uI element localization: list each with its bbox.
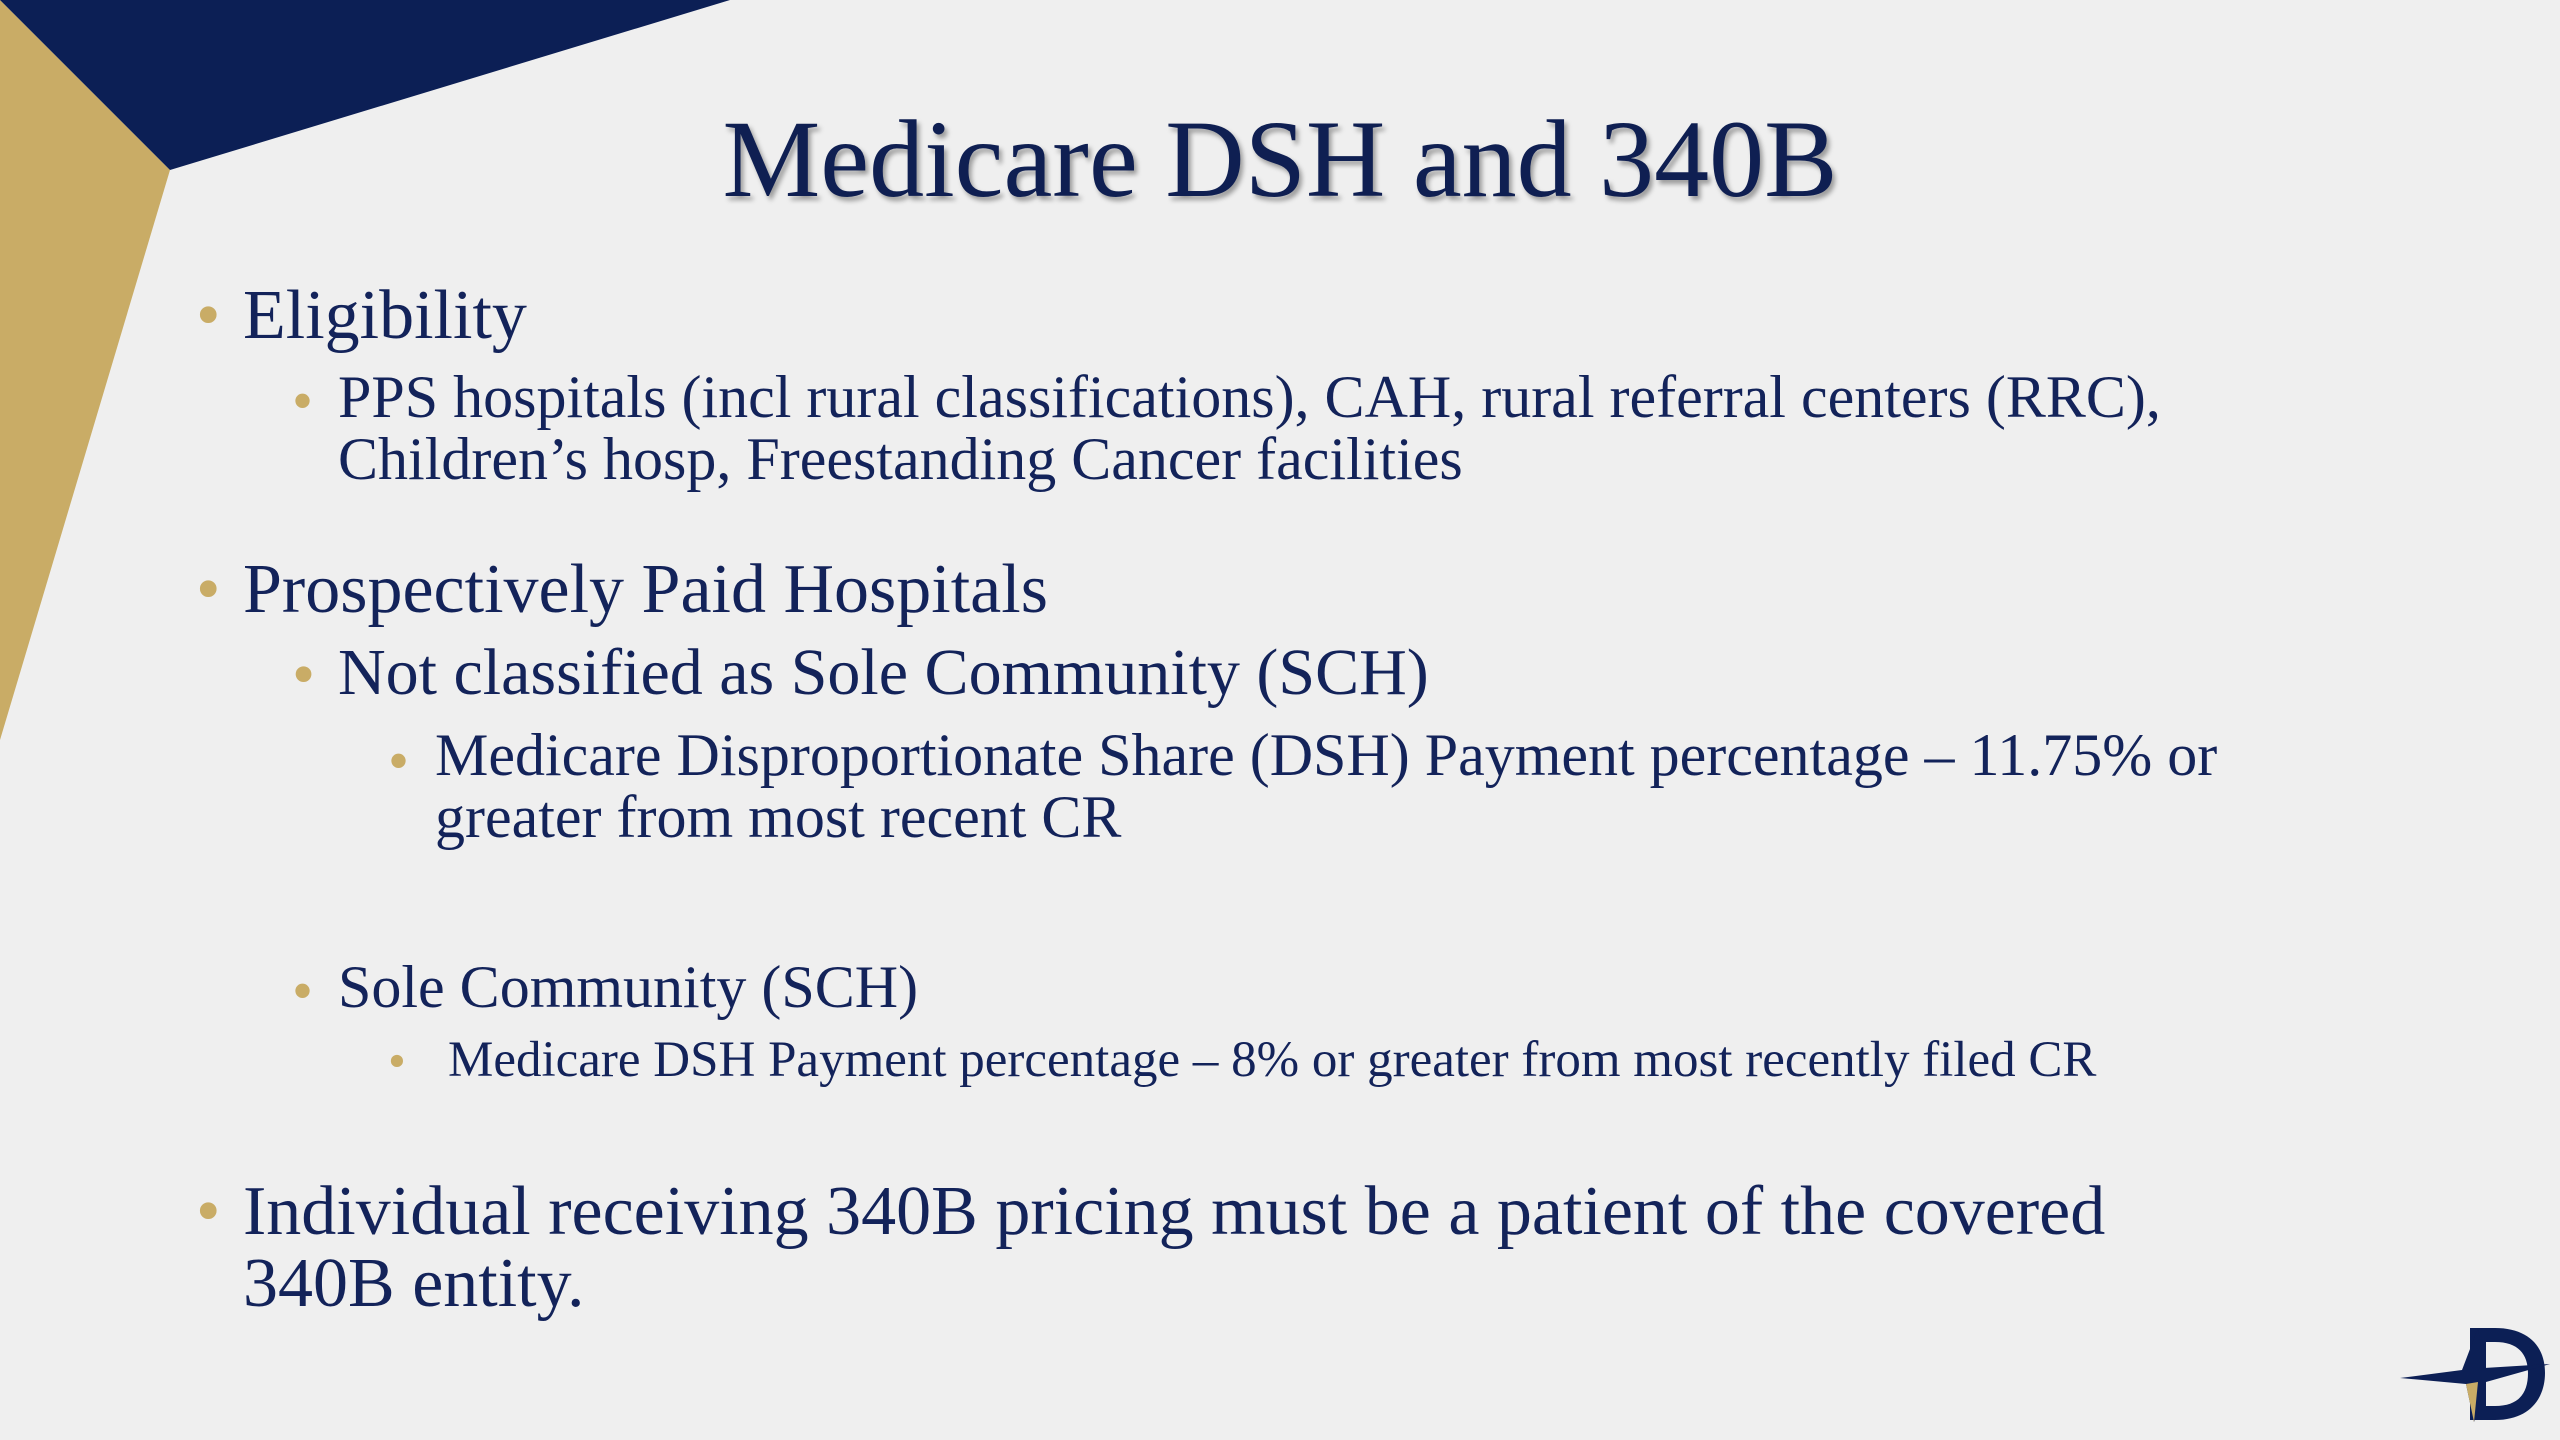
company-logo-icon: [2400, 1310, 2550, 1430]
bullet-dot: •: [292, 638, 316, 711]
bullet-eligibility: Eligibility: [243, 277, 527, 354]
bullet-not-sch-detail-line2: greater from most recent CR: [435, 784, 1122, 850]
bullet-dot: •: [292, 958, 314, 1024]
slide-title: Medicare DSH and 340B: [722, 98, 1838, 220]
bullet-dot: •: [388, 1034, 406, 1090]
bullet-sch-detail: Medicare DSH Payment percentage – 8% or greater from most recently filed CR: [448, 1032, 2097, 1088]
bullet-sch: Sole Community (SCH): [338, 954, 919, 1020]
bullet-individual-line1: Individual receiving 340B pricing must be a patient of the covered: [243, 1173, 2106, 1250]
bullet-dot: •: [196, 277, 221, 354]
bullet-individual-line2: 340B entity.: [243, 1245, 585, 1322]
bullet-prospective: Prospectively Paid Hospitals: [243, 551, 1048, 628]
bullet-dot: •: [292, 368, 314, 434]
bullet-dot: •: [196, 1173, 221, 1250]
bullet-eligibility-detail-line2: Children’s hosp, Freestanding Cancer facilities: [338, 426, 1463, 492]
bullet-not-sch-detail-line1: Medicare Disproportionate Share (DSH) Payment percentage – 11.75% or: [435, 722, 2218, 788]
bullet-dot: •: [196, 551, 221, 628]
bullet-eligibility-detail-line1: PPS hospitals (incl rural classifications), CAH, rural referral centers (RRC),: [338, 364, 2161, 430]
bullet-dot: •: [388, 728, 410, 794]
bullet-not-sch: Not classified as Sole Community (SCH): [338, 636, 1429, 709]
